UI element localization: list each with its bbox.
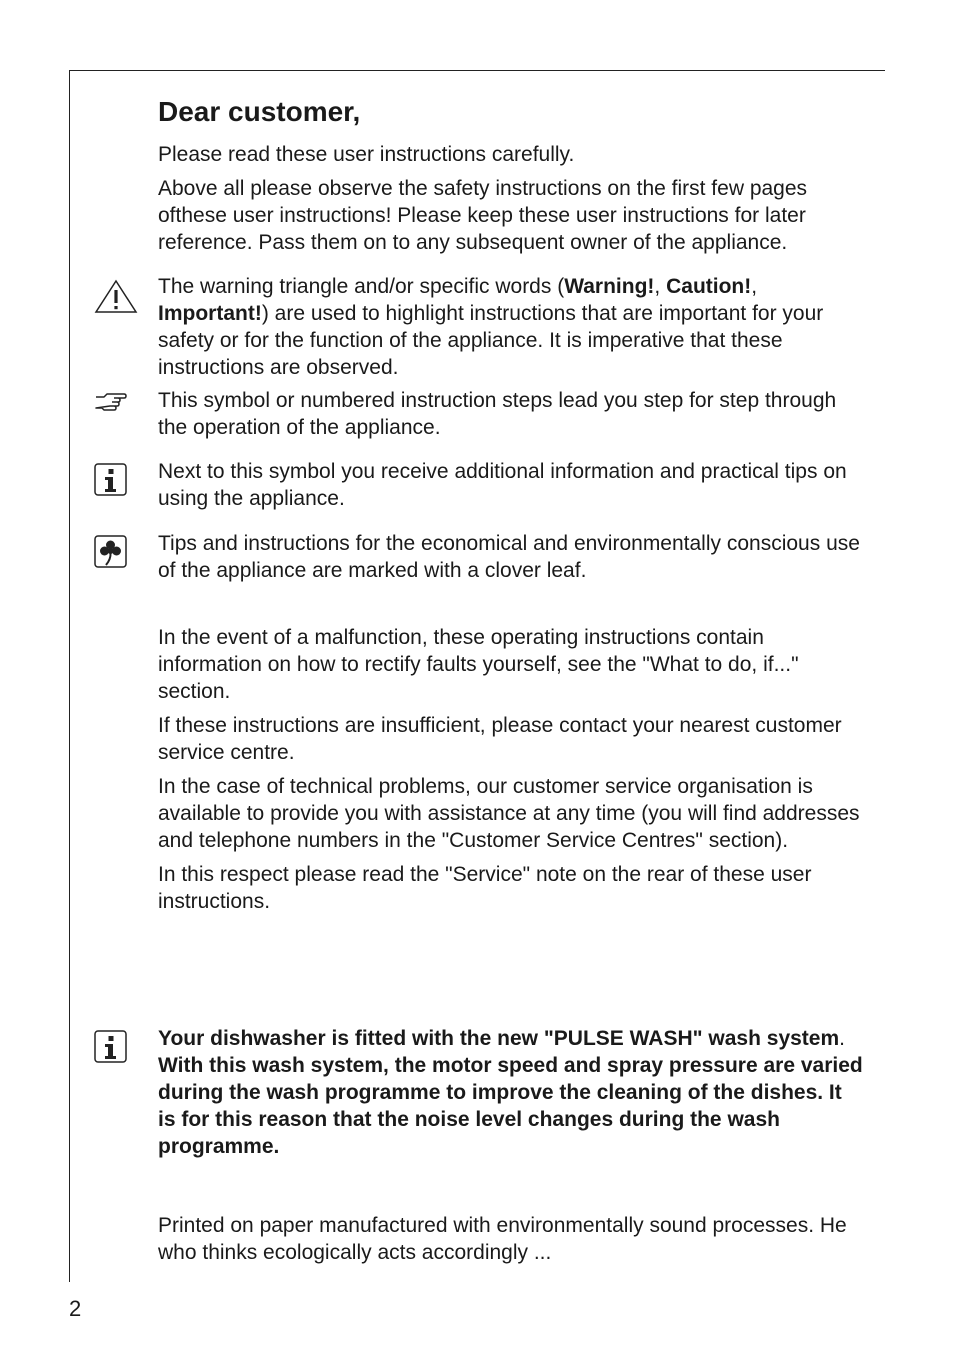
- intro-section: [158, 141, 863, 256]
- info-text: Next to this symbol you receive additional information and practical tips on using the appliance.: [158, 460, 847, 510]
- intro-paragraph-2: Above all please observe the safety instructions on the first few pages ofthese user instructions! Please keep these user instructions for later reference. Pass them on to any subsequent owner of the appliance.: [158, 177, 808, 254]
- eco-text: Tips and instructions for the economical and environmentally conscious use of the appliance are marked with a clover leaf.: [158, 532, 860, 582]
- malfunction-section: [158, 624, 863, 915]
- important-word: Important!: [158, 302, 262, 325]
- info-icon: [94, 463, 128, 502]
- pointing-hand-icon: [94, 388, 128, 417]
- caution-word: Caution!: [666, 275, 752, 298]
- malfunction-paragraph-4: In this respect please read the "Service" note on the rear of these user instructions.: [158, 863, 812, 913]
- page-number: 2: [69, 1296, 82, 1321]
- malfunction-paragraph-1: In the event of a malfunction, these operating instructions contain information on how to rectify faults yourself, see the "What to do, if..." section.: [158, 626, 799, 703]
- warning-text: The warning triangle and/or specific words (Warning!, Caution!, Important!) are used to highlight instructions that are important for your safety or for the function of the appliance. It is imperative that these instructions are observed.: [158, 275, 824, 379]
- pulse-wash-notice: Your dishwasher is fitted with the new "PULSE WASH" wash system. With this wash system, the motor speed and spray pressure are varied during the wash programme to improve the cleaning of the dishes. It is for this reason that the noise level changes during the wash programme.: [158, 1027, 863, 1158]
- malfunction-paragraph-2: If these instructions are insufficient, please contact your nearest customer service centre.: [158, 714, 842, 764]
- step-text: This symbol or numbered instruction steps lead you step for step through the operation of the appliance.: [158, 389, 837, 439]
- top-rule: [69, 70, 885, 71]
- info-icon: [94, 1030, 128, 1069]
- page-title: Dear customer,: [158, 96, 361, 127]
- left-rule: [69, 70, 70, 1282]
- clover-leaf-icon: [94, 535, 128, 574]
- intro-paragraph-1: Please read these user instructions carefully.: [158, 143, 575, 166]
- warning-triangle-icon: [94, 279, 138, 320]
- malfunction-paragraph-3: In the case of technical problems, our customer service organisation is available to provide you with assistance at any time (you will find addresses and telephone numbers in the "Customer Service Centres" section).: [158, 775, 860, 852]
- warning-word: Warning!: [564, 275, 655, 298]
- eco-print-note: Printed on paper manufactured with environmentally sound processes. He who thinks ecologically acts accordingly ...: [158, 1214, 847, 1264]
